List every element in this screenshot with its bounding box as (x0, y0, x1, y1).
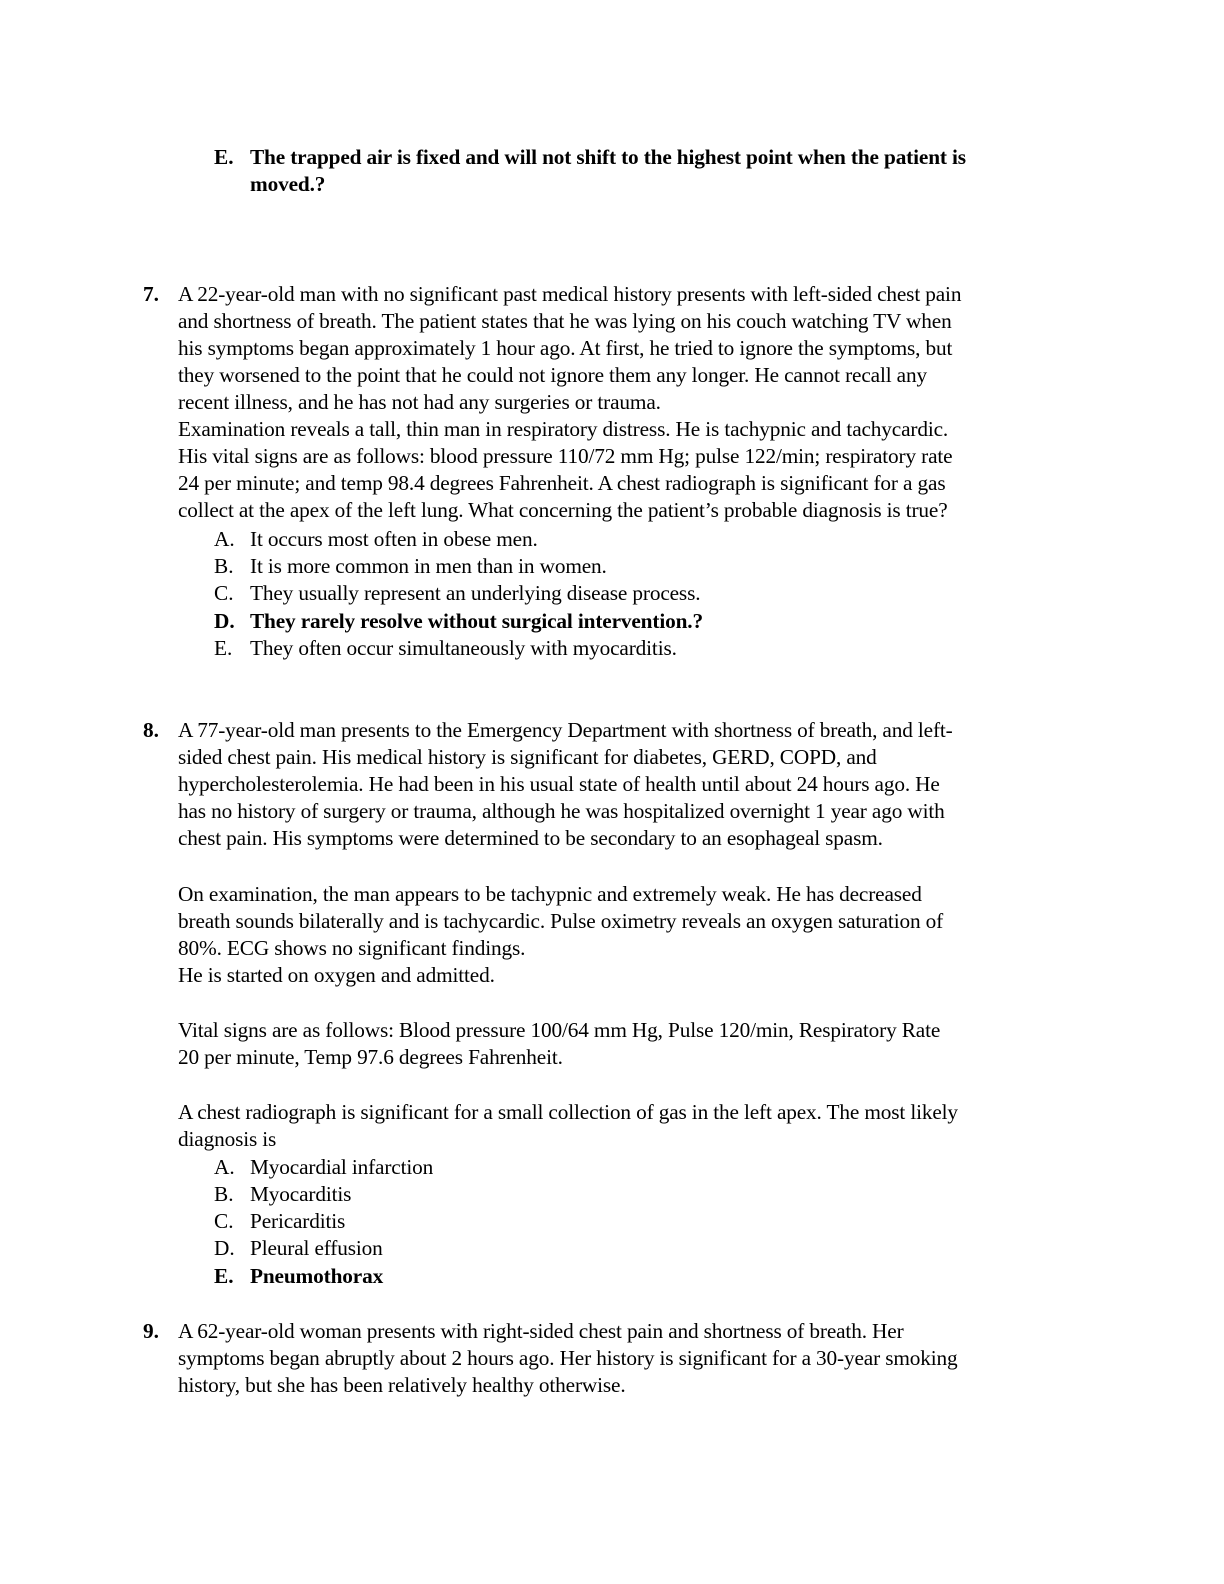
question-stem-line: A 62-year-old woman presents with right-sided chest pain and shortness of breath. Her (178, 1319, 904, 1343)
question-stem-line: A 77-year-old man presents to the Emergency Department with shortness of breath, and left- (178, 718, 953, 742)
option-text: They rarely resolve without surgical intervention.? (250, 609, 703, 633)
option-letter: B. (214, 554, 234, 578)
radiograph-paragraph-line: A chest radiograph is significant for a small collection of gas in the left apex. The most likely (178, 1100, 958, 1124)
question-stem-line: they worsened to the point that he could not ignore them any longer. He cannot recall any (178, 363, 927, 387)
question-stem-line: A 22-year-old man with no significant past medical history presents with left-sided chest pain (178, 282, 962, 306)
option-text: It is more common in men than in women. (250, 554, 607, 578)
question-number: 7. (143, 282, 159, 306)
option-text: Pleural effusion (250, 1236, 383, 1260)
exam-paragraph-line: He is started on oxygen and admitted. (178, 963, 495, 987)
option-text-line: The trapped air is fixed and will not shift to the highest point when the patient is (250, 145, 966, 169)
option-text: Myocarditis (250, 1182, 352, 1206)
question-stem-line: 24 per minute; and temp 98.4 degrees Fahrenheit. A chest radiograph is significant for a gas (178, 471, 946, 495)
option-text: Pneumothorax (250, 1264, 384, 1288)
option-text-line: moved.? (250, 172, 326, 196)
question-stem-line: Examination reveals a tall, thin man in respiratory distress. He is tachypnic and tachycardic. (178, 417, 949, 441)
option-letter: C. (214, 1209, 234, 1233)
exam-paragraph-line: breath sounds bilaterally and is tachycardic. Pulse oximetry reveals an oxygen saturation of (178, 909, 944, 933)
question-stem-line: chest pain. His symptoms were determined to be secondary to an esophageal spasm. (178, 826, 883, 850)
option-text: It occurs most often in obese men. (250, 527, 538, 551)
option-text: They often occur simultaneously with myocarditis. (250, 636, 677, 660)
question-stem-line: recent illness, and he has not had any surgeries or trauma. (178, 390, 661, 414)
question-stem-line: hypercholesterolemia. He had been in his usual state of health until about 24 hours ago. He (178, 772, 940, 796)
vitals-paragraph-line: Vital signs are as follows: Blood pressure 100/64 mm Hg, Pulse 120/min, Respiratory Rate (178, 1018, 941, 1042)
option-letter: D. (214, 1236, 235, 1260)
question-stem-line: history, but she has been relatively healthy otherwise. (178, 1373, 626, 1397)
option-letter: E. (214, 1264, 234, 1288)
exam-paragraph-line: On examination, the man appears to be tachypnic and extremely weak. He has decreased (178, 882, 922, 906)
question-stem-line: collect at the apex of the left lung. What concerning the patient’s probable diagnosis is true? (178, 498, 948, 522)
question-stem-line: his symptoms began approximately 1 hour ago. At first, he tried to ignore the symptoms, but (178, 336, 953, 360)
question-stem-line: and shortness of breath. The patient states that he was lying on his couch watching TV when (178, 309, 952, 333)
question-stem-line: His vital signs are as follows: blood pressure 110/72 mm Hg; pulse 122/min; respiratory rate (178, 444, 953, 468)
option-letter: A. (214, 527, 235, 551)
option-text: They usually represent an underlying disease process. (250, 581, 701, 605)
exam-paragraph-line: 80%. ECG shows no significant findings. (178, 936, 526, 960)
option-letter: E. (214, 145, 234, 169)
option-text: Myocardial infarction (250, 1155, 434, 1179)
question-number: 9. (143, 1319, 159, 1343)
question-stem-line: has no history of surgery or trauma, although he was hospitalized overnight 1 year ago with (178, 799, 945, 823)
question-number: 8. (143, 718, 159, 742)
option-letter: D. (214, 609, 235, 633)
question-stem-line: sided chest pain. His medical history is significant for diabetes, GERD, COPD, and (178, 745, 877, 769)
radiograph-paragraph-line: diagnosis is (178, 1127, 277, 1151)
option-letter: C. (214, 581, 234, 605)
vitals-paragraph-line: 20 per minute, Temp 97.6 degrees Fahrenheit. (178, 1045, 563, 1069)
option-letter: B. (214, 1182, 234, 1206)
option-letter: E. (214, 636, 233, 660)
option-letter: A. (214, 1155, 235, 1179)
question-stem-line: symptoms began abruptly about 2 hours ago. Her history is significant for a 30-year smoking (178, 1346, 958, 1370)
option-text: Pericarditis (250, 1209, 346, 1233)
